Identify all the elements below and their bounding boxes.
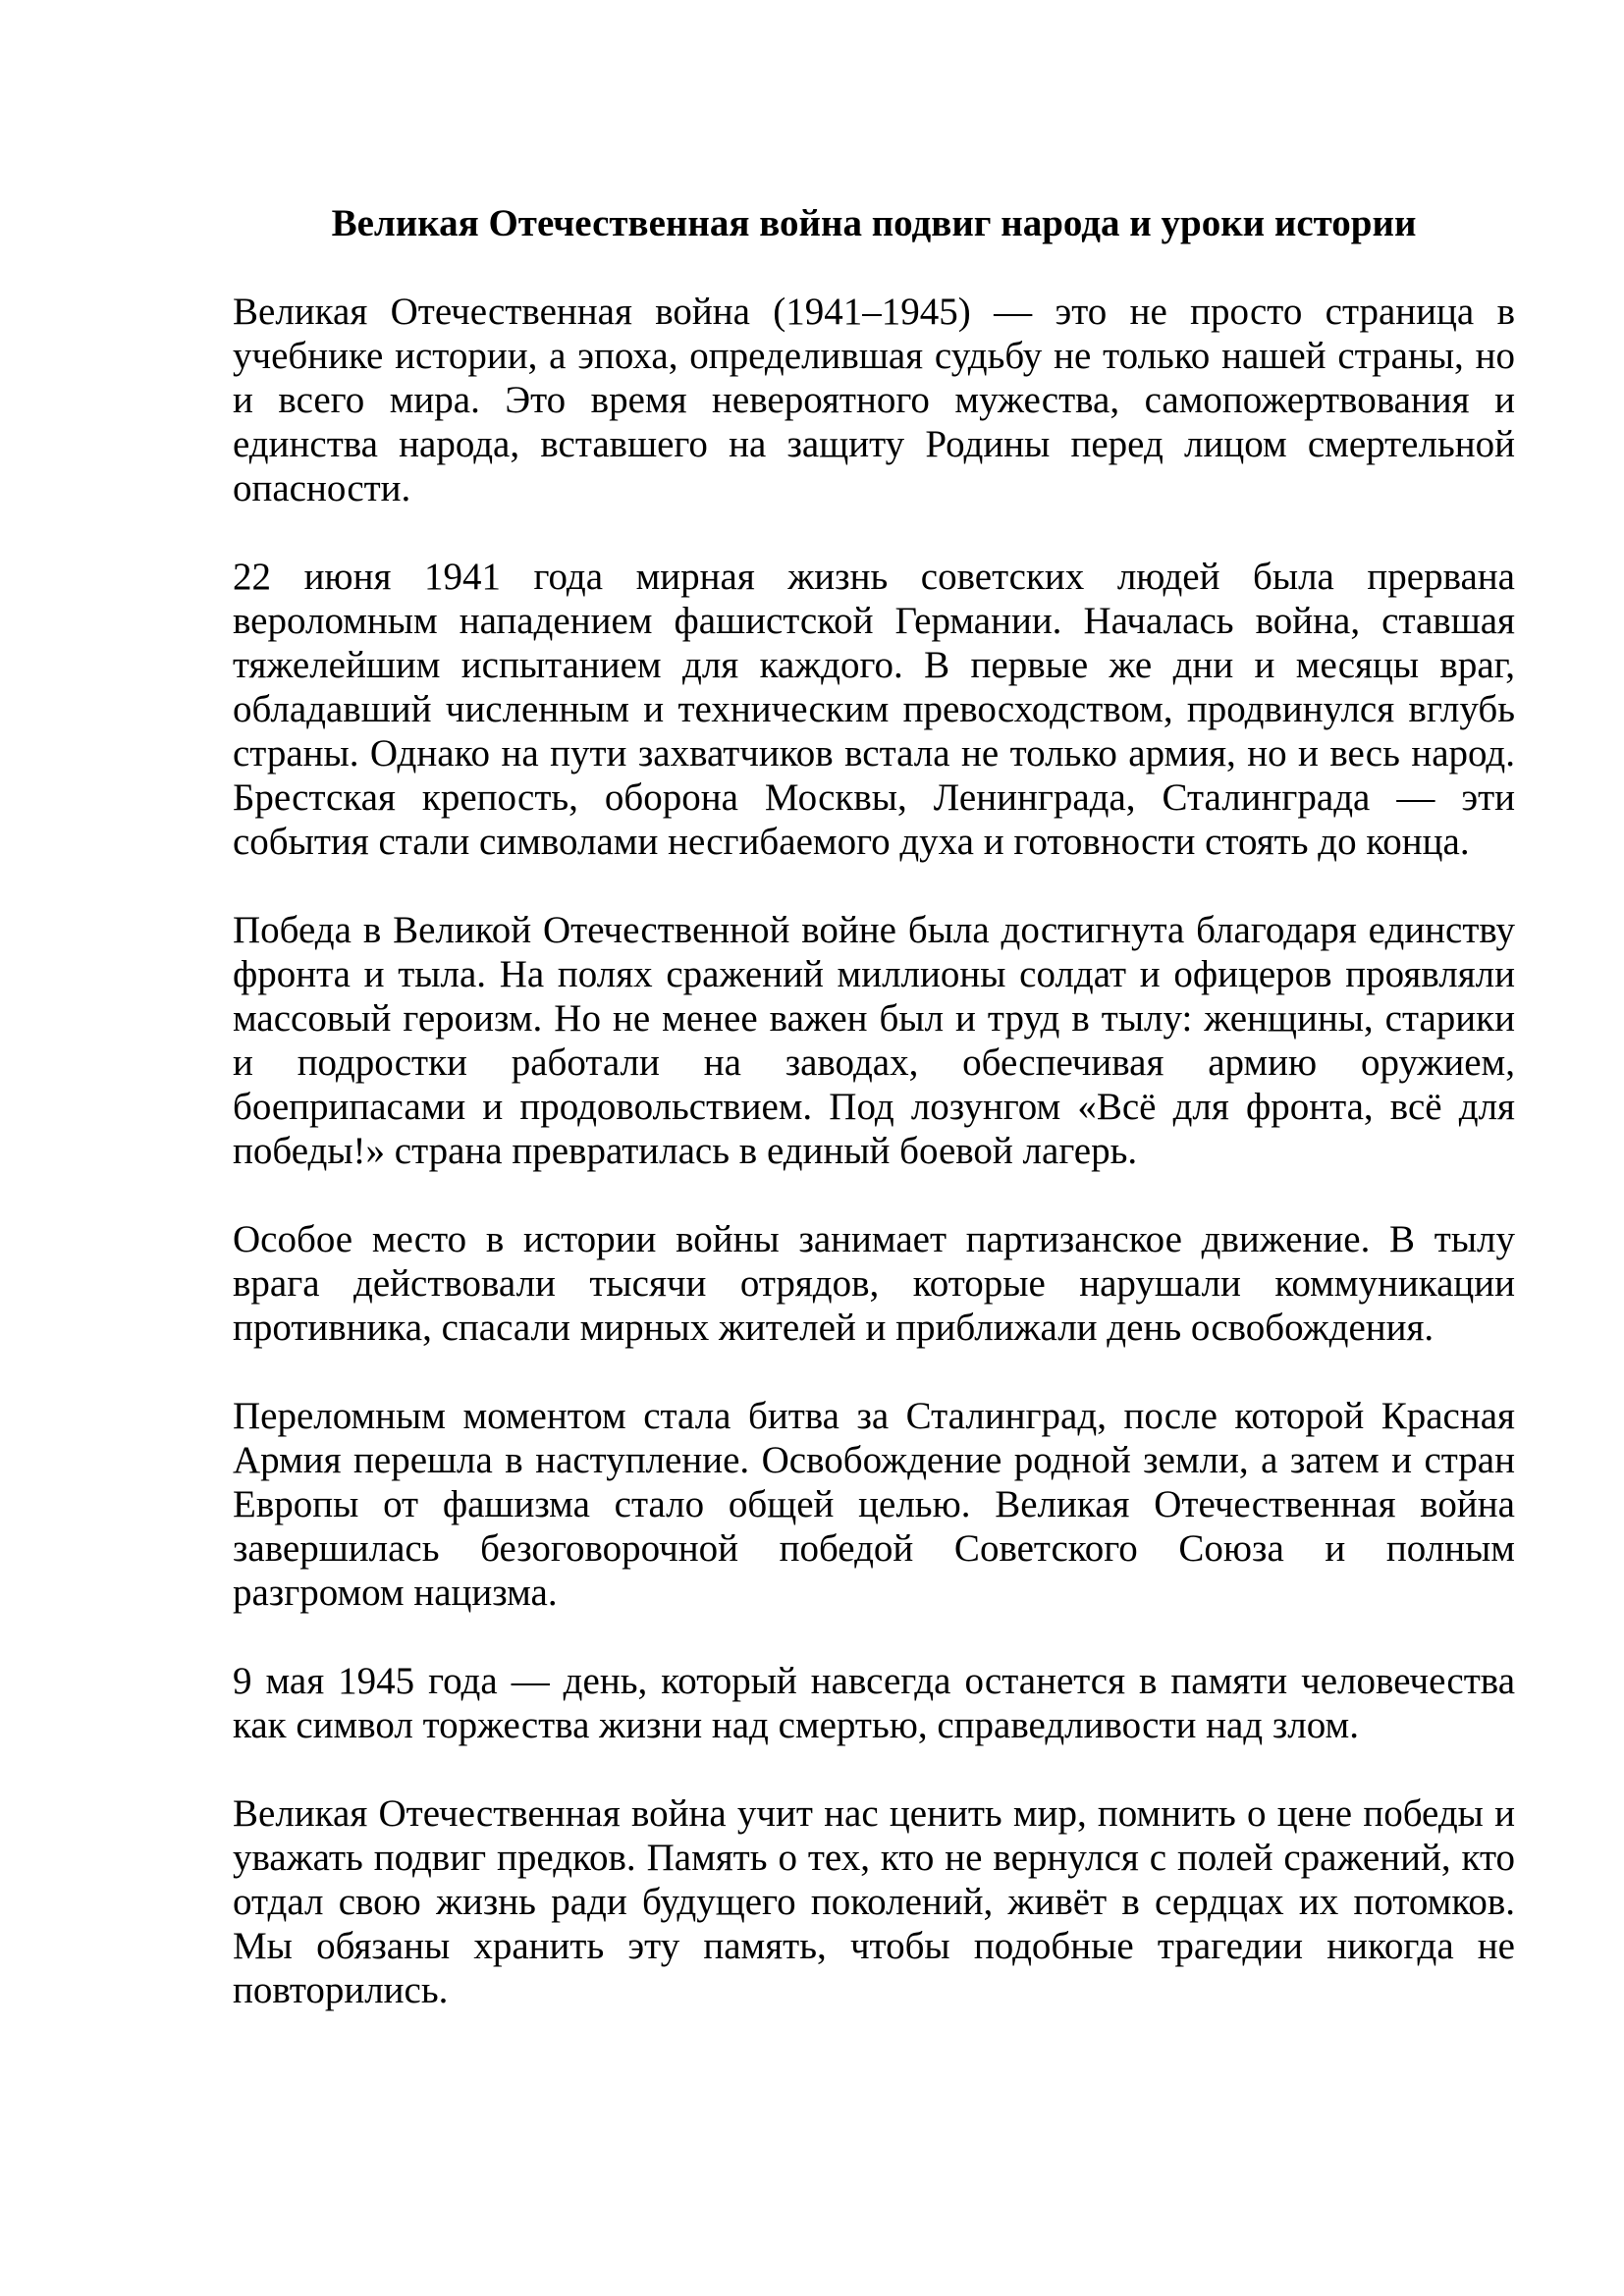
paragraph-line: фронта и тыла. На полях сражений миллионы солдат и офицеров проявляли — [233, 953, 1515, 995]
paragraph-line: противника, спасали мирных жителей и приближали день освобождения. — [233, 1307, 1435, 1349]
paragraph — [233, 1791, 1515, 2012]
paragraph-line: Переломным моментом стала битва за Сталинград, после которой Красная — [233, 1395, 1515, 1437]
paragraph-line: и всего мира. Это время невероятного мужества, самопожертвования и — [233, 379, 1515, 421]
paragraph — [233, 555, 1515, 864]
paragraph-line: единства народа, вставшего на защиту Родины перед лицом смертельной — [233, 423, 1515, 465]
paragraph-line: повторились. — [233, 1969, 449, 2011]
paragraph-line: разгромом нацизма. — [233, 1572, 558, 1614]
paragraph-line: Великая Отечественная война учит нас ценить мир, помнить о цене победы и — [233, 1792, 1515, 1835]
paragraph-line: боеприпасами и продовольствием. Под лозунгом «Всё для фронта, всё для — [233, 1086, 1515, 1128]
paragraph-line: 9 мая 1945 года — день, который навсегда останется в памяти человечества — [233, 1660, 1515, 1702]
paragraph-line: обладавший численным и техническим превосходством, продвинулся вглубь — [233, 688, 1515, 730]
paragraph-line: отдал свою жизнь ради будущего поколений, живёт в сердцах их потомков. — [233, 1881, 1515, 1923]
paragraph-line: Великая Отечественная война (1941–1945) — это не просто страница в — [233, 291, 1515, 333]
paragraph — [233, 908, 1515, 1173]
paragraph-line: массовый героизм. Но не менее важен был и труд в тылу: женщины, старики — [233, 997, 1515, 1040]
paragraph-line: Особое место в истории войны занимает партизанское движение. В тылу — [233, 1218, 1515, 1260]
paragraph-line: Мы обязаны хранить эту память, чтобы подобные трагедии никогда не — [233, 1925, 1515, 1967]
paragraph-line: Армия перешла в наступление. Освобождение родной земли, а затем и стран — [233, 1439, 1515, 1481]
paragraph-line: и подростки работали на заводах, обеспечивая армию оружием, — [233, 1041, 1515, 1084]
document-page — [233, 201, 1515, 2056]
paragraph-line: Победа в Великой Отечественной войне была достигнута благодаря единству — [233, 909, 1515, 951]
paragraph-line: Брестская крепость, оборона Москвы, Ленинграда, Сталинграда — эти — [233, 776, 1515, 819]
document-title: Великая Отечественная война подвиг народа и уроки истории — [331, 202, 1417, 244]
paragraph — [233, 290, 1515, 510]
document-body — [233, 290, 1515, 2012]
paragraph-line: уважать подвиг предков. Память о тех, кто не вернулся с полей сражений, кто — [233, 1837, 1515, 1879]
paragraph-line: завершилась безоговорочной победой Советского Союза и полным — [233, 1527, 1515, 1570]
paragraph-line: страны. Однако на пути захватчиков встала не только армия, но и весь народ. — [233, 732, 1515, 774]
paragraph-line: опасности. — [233, 467, 411, 509]
paragraph-line: победы!» страна превратилась в единый боевой лагерь. — [233, 1130, 1138, 1172]
paragraph-line: вероломным нападением фашистской Германии. Началась война, ставшая — [233, 600, 1515, 642]
paragraph — [233, 1659, 1515, 1747]
paragraph-line: как символ торжества жизни над смертью, справедливости над злом. — [233, 1704, 1359, 1746]
paragraph-line: события стали символами несгибаемого духа и готовности стоять до конца. — [233, 821, 1470, 863]
paragraph-line: врага действовали тысячи отрядов, которые нарушали коммуникации — [233, 1262, 1515, 1305]
paragraph-line: учебнике истории, а эпоха, определившая судьбу не только нашей страны, но — [233, 335, 1515, 377]
paragraph-line: тяжелейшим испытанием для каждого. В первые же дни и месяцы враг, — [233, 644, 1515, 686]
paragraph-line: 22 июня 1941 года мирная жизнь советских людей была прервана — [233, 556, 1515, 598]
paragraph — [233, 1394, 1515, 1615]
paragraph-line: Европы от фашизма стало общей целью. Великая Отечественная война — [233, 1483, 1515, 1525]
paragraph — [233, 1217, 1515, 1350]
